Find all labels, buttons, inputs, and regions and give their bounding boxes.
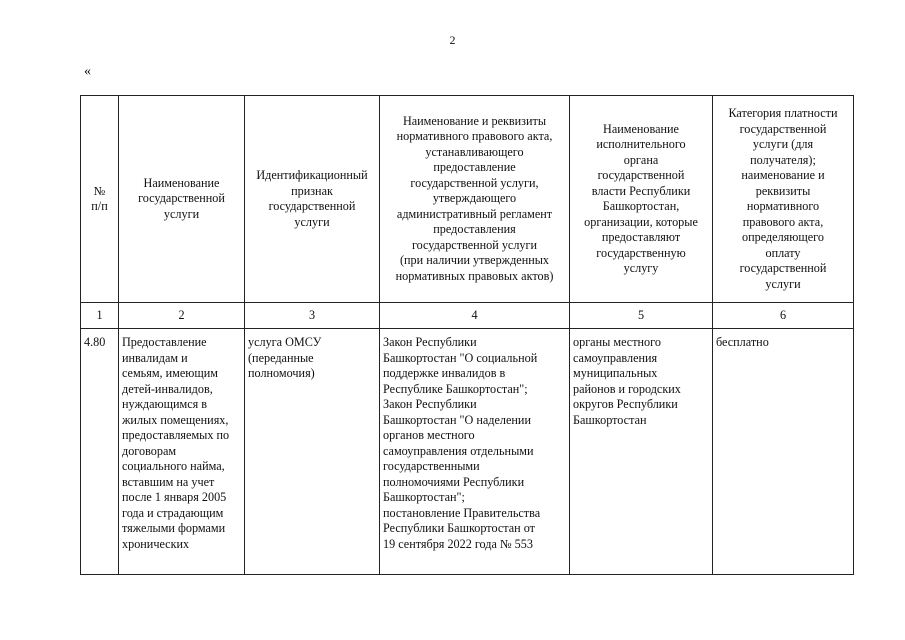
identifier-cell: услуга ОМСУ (переданные полномочия) — [245, 329, 380, 575]
legal-acts-cell: Закон Республики Башкортостан "О социальной поддержке инвалидов в Республике Башкортостан"; Закон Республики Башкортостан "О наделении органов местного самоуправления отдельными государственными полномочиями Республики Башкортостан"; постановление Правительства Республики Башкортостан от 19 сентября 2022 года № 553 — [380, 329, 570, 575]
column-numbers-row — [81, 303, 854, 329]
page-number: 2 — [449, 33, 456, 47]
header-identifier: Идентификационный признак государственной услуги — [245, 96, 380, 303]
column-number: 6 — [713, 303, 854, 329]
table-header-row — [81, 96, 854, 303]
payment-category-cell: бесплатно — [713, 329, 854, 575]
column-number: 3 — [245, 303, 380, 329]
header-row-number: № п/п — [81, 96, 119, 303]
header-payment-category: Категория платности государственной услуги (для получателя); наименование и реквизиты нормативного правового акта, определяющего оплату государственной услуги — [713, 96, 854, 303]
column-number: 5 — [570, 303, 713, 329]
column-number: 2 — [119, 303, 245, 329]
header-provider: Наименование исполнительного органа государственной власти Республики Башкортостан, организации, которые предоставляют государственную услугу — [570, 96, 713, 303]
services-table — [80, 95, 854, 575]
header-legal-acts: Наименование и реквизиты нормативного правового акта, устанавливающего предоставление государственной услуги, утверждающего административный регламент предоставления государственной услуги (при наличии утвержденных нормативных правовых актов) — [380, 96, 570, 303]
provider-cell: органы местного самоуправления муниципальных районов и городских округов Республики Башкортостан — [570, 329, 713, 575]
column-number: 1 — [81, 303, 119, 329]
column-number: 4 — [380, 303, 570, 329]
table-row — [81, 329, 854, 575]
row-number-cell: 4.80 — [81, 329, 119, 575]
header-service-name: Наименование государственной услуги — [119, 96, 245, 303]
service-name-cell: Предоставление инвалидам и семьям, имеющим детей-инвалидов, нуждающимся в жилых помещениях, предоставляемых по договорам социального найма, вставшим на учет после 1 января 2005 года и страдающим тяжелыми формами хронических — [119, 329, 245, 575]
opening-quote-mark: « — [84, 64, 91, 79]
